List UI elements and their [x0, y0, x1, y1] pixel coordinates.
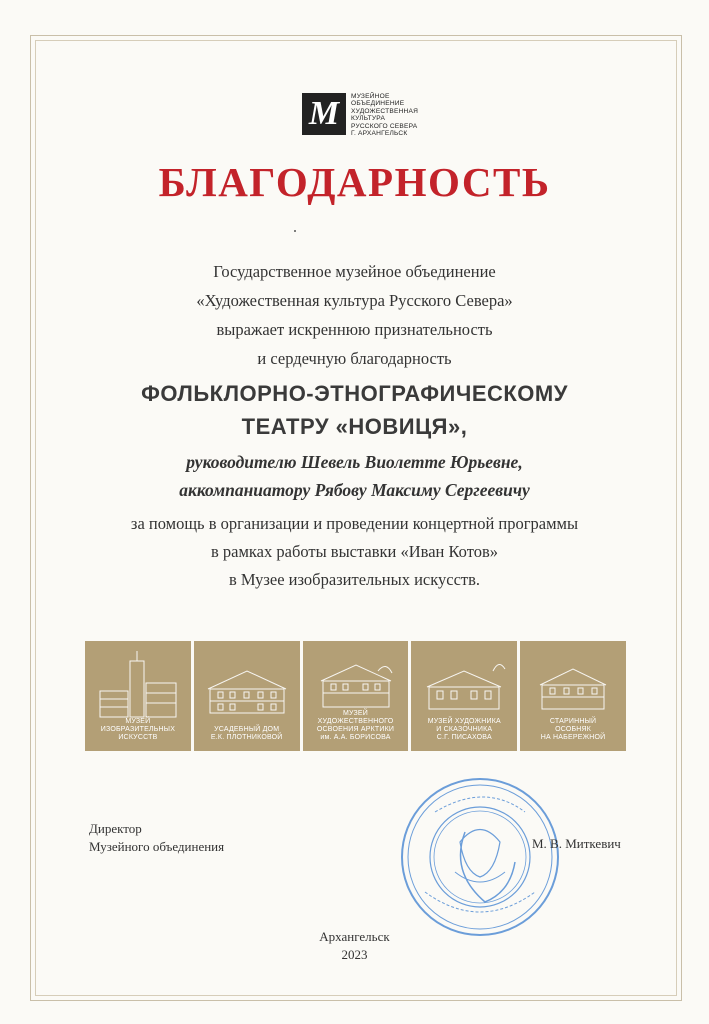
document-title: БЛАГОДАРНОСТЬ	[158, 159, 551, 205]
signatory-name: М. В. Миткевич	[532, 836, 621, 851]
intro-line: выражает искреннюю признательность	[216, 320, 493, 339]
label-line: ИСКУССТВ	[118, 734, 158, 741]
logo-line: ХУДОЖЕСТВЕННАЯ	[351, 107, 419, 115]
reason-line: в рамках работы выставки «Иван Котов»	[210, 542, 499, 561]
recipient-leader: руководителю Шевель Виолетте Юрьевне,	[186, 452, 523, 472]
position-line: Директор	[89, 821, 142, 836]
label-line: НА НАБЕРЕЖНОЙ	[540, 734, 606, 741]
logo-line: КУЛЬТУРА	[351, 115, 386, 123]
intro-line: «Художественная культура Русского Севера»	[196, 291, 513, 310]
intro-line: Государственное музейное объединение	[213, 262, 496, 281]
label-line: Е.К. ПЛОТНИКОВОЙ	[210, 734, 283, 741]
label-line: С.Г. ПИСАХОВА	[436, 734, 492, 741]
label-line: СТАРИННЫЙ	[549, 718, 597, 725]
museum-label	[85, 718, 191, 742]
museum-tile	[85, 641, 191, 751]
label-line: И СКАЗОЧНИКА	[436, 726, 493, 733]
museum-tile	[411, 641, 517, 751]
museum-label	[194, 726, 300, 742]
museum-label	[520, 718, 626, 742]
museum-tile	[194, 641, 300, 751]
dot-mark	[294, 230, 296, 232]
label-line: ОСОБНЯК	[555, 726, 592, 733]
logo-line: Г. АРХАНГЕЛЬСК	[351, 130, 408, 138]
museum-label	[303, 710, 409, 742]
logo-text	[351, 93, 418, 137]
label-line: ИЗОБРАЗИТЕЛЬНЫХ	[100, 726, 176, 733]
year: 2023	[341, 947, 368, 962]
label-line: ОСВОЕНИЯ АРКТИКИ	[316, 726, 395, 733]
label-line: им. А.А. БОРИСОВА	[320, 734, 391, 741]
logo-line: МУЗЕЙНОЕ	[351, 93, 390, 100]
museum-tile	[520, 641, 626, 751]
label-line: МУЗЕЙ	[125, 718, 151, 725]
museum-logo	[302, 93, 418, 137]
label-line: ХУДОЖЕСТВЕННОГО	[317, 718, 394, 725]
reason-line: в Музее изобразительных искусств.	[228, 570, 481, 589]
recipient-line: ФОЛЬКЛОРНО-ЭТНОГРАФИЧЕСКОМУ	[141, 381, 568, 406]
logo-line: ОБЪЕДИНЕНИЕ	[351, 100, 405, 108]
signatory-position	[89, 820, 224, 856]
logo-mark: M	[302, 93, 346, 135]
recipient-accompanist: аккомпаниатору Рябову Максиму Сергеевичу	[179, 480, 530, 500]
label-line: МУЗЕЙ	[342, 710, 369, 717]
museums-strip	[85, 641, 626, 751]
city-name: Архангельск	[319, 929, 390, 944]
reason-line: за помощь в организации и проведении концертной программы	[130, 514, 579, 533]
position-line: Музейного объединения	[89, 839, 225, 854]
footer	[0, 928, 709, 964]
intro-line: и сердечную благодарность	[257, 349, 452, 368]
recipient-line: ТЕАТРУ «НОВИЦЯ»,	[241, 414, 468, 439]
label-line: УСАДЕБНЫЙ ДОМ	[214, 726, 280, 733]
logo-line: РУССКОГО СЕВЕРА	[351, 122, 418, 130]
museum-label	[411, 718, 517, 742]
label-line: МУЗЕЙ ХУДОЖНИКА	[427, 718, 501, 725]
museum-tile	[303, 641, 409, 751]
official-stamp-seal	[395, 772, 565, 942]
